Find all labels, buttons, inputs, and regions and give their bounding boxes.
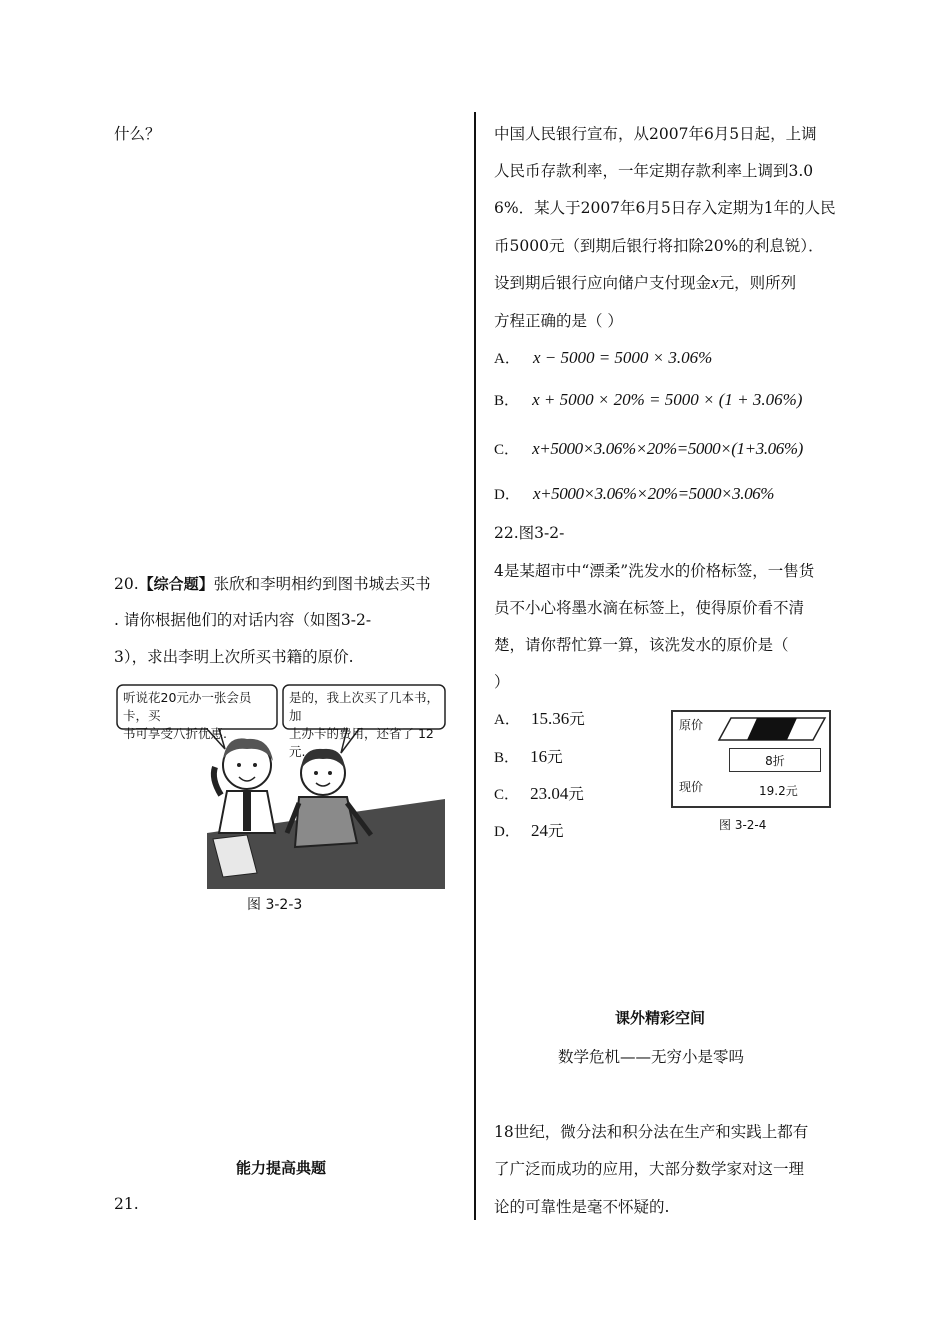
option-label: B． xyxy=(494,750,520,766)
option-label: C． xyxy=(494,787,520,803)
q21-line5-text: 设到期后银行应向储户支付现金 xyxy=(494,274,712,292)
option-expr: x − 5000 = 5000 × 3.06% xyxy=(532,348,713,367)
q22-line1: 22.图3-2- xyxy=(494,524,565,542)
extra-section-subtitle: 数学危机——无穷小是零吗 xyxy=(558,1048,745,1066)
q20-line1 xyxy=(114,572,431,594)
option-label: A． xyxy=(494,351,520,367)
figure-3-2-3-caption: 图 3-2-3 xyxy=(247,897,303,913)
figure-3-2-4-caption: 图 3-2-4 xyxy=(719,818,767,832)
option-expr: x + 5000 × 20% = 5000 × (1 + 3.06%) xyxy=(532,390,803,409)
bubble-right-line1: 是的，我上次买了几本书，加 xyxy=(289,690,440,723)
option-label: A． xyxy=(494,712,520,728)
q20-tag: 【综合题】 xyxy=(138,575,214,593)
q21-line3: 6%．某人于2007年6月5日存入定期为1年的人民 xyxy=(494,199,836,217)
q21-line2: 人民币存款利率，一年定期存款利率上调到3.0 xyxy=(494,162,814,180)
q21-option-a xyxy=(494,347,712,368)
q21-option-b xyxy=(494,389,802,410)
q21-line5 xyxy=(494,271,796,293)
q22-line3: 员不小心将墨水滴在标签上，使得原价看不清 xyxy=(494,599,805,617)
price-tag xyxy=(671,710,831,808)
ink-blot-icon xyxy=(717,716,827,742)
current-price-value: 19.2元 xyxy=(759,784,798,798)
bubble-right-line2: 上办卡的费用，还省了 12元. xyxy=(289,726,434,759)
discount-text: 8折 xyxy=(765,754,785,768)
q22-line4: 楚，请你帮忙算一算，该洗发水的原价是（ xyxy=(494,636,789,654)
original-price-label: 原价 xyxy=(679,718,704,732)
q21-line4: 币5000元（到期后银行将扣除20%的利息锐）． xyxy=(494,237,824,255)
q21-line5-tail: 元，则所列 xyxy=(718,274,797,292)
q22-option-a xyxy=(494,707,585,729)
q21-number: 21. xyxy=(114,1195,139,1213)
extra-line2: 了广泛而成功的应用，大部分数学家对这一理 xyxy=(494,1160,805,1178)
option-label: D． xyxy=(494,824,520,840)
option-value: 24 xyxy=(530,821,548,840)
bubble-left xyxy=(123,689,273,743)
q22-option-b xyxy=(494,745,563,767)
q21-line1: 中国人民银行宣布，从2007年6月5日起，上调 xyxy=(494,125,817,143)
option-label: D． xyxy=(494,487,520,503)
q20-number: 20. xyxy=(114,575,139,593)
option-value: 23.04 xyxy=(530,784,569,803)
extra-line3: 论的可靠性是毫不怀疑的. xyxy=(494,1198,670,1216)
q21-line6: 方程正确的是（ ） xyxy=(494,312,623,330)
option-value: 15.36 xyxy=(530,709,570,728)
q22-option-c xyxy=(494,782,584,804)
bubble-left-line2: 书可享受八折优惠. xyxy=(123,726,227,741)
q20-line1-text: 张欣和李明相约到图书城去买书 xyxy=(213,575,431,593)
option-expr: x+5000×3.06%×20%=5000×3.06% xyxy=(532,484,775,503)
option-unit: 元 xyxy=(569,710,585,728)
q22-line2: 4是某超市中“漂柔”洗发水的价格标签，一售货 xyxy=(494,562,815,580)
q22-line5: ） xyxy=(494,673,510,691)
q21-option-d xyxy=(494,483,774,504)
bubble-right xyxy=(289,689,443,761)
discount-box xyxy=(729,748,821,772)
q20-line3: 3），求出李明上次所买书籍的原价. xyxy=(114,648,354,666)
q20-line2: . 请你根据他们的对话内容（如图3-2- xyxy=(114,611,372,629)
option-unit: 元 xyxy=(547,748,563,766)
variable-x: x xyxy=(711,273,719,292)
q22-option-d xyxy=(494,819,563,841)
extra-section-title: 课外精彩空间 xyxy=(615,1009,706,1027)
option-unit: 元 xyxy=(568,785,584,803)
option-unit: 元 xyxy=(547,822,564,840)
section-title: 能力提高典题 xyxy=(236,1159,327,1177)
q21-option-c xyxy=(494,438,803,459)
option-label: B． xyxy=(494,393,520,409)
continuation-text: 什么？ xyxy=(114,125,161,143)
bubble-left-line1: 听说花20元办一张会员卡，买 xyxy=(123,690,252,723)
figure-3-2-3 xyxy=(115,683,447,889)
current-price-label: 现价 xyxy=(679,780,704,794)
option-expr: x+5000×3.06%×20%=5000×(1+3.06%) xyxy=(532,439,803,458)
column-divider xyxy=(474,112,476,1220)
option-label: C． xyxy=(494,442,520,458)
option-value: 16 xyxy=(530,747,548,766)
extra-line1: 18世纪，微分法和积分法在生产和实践上都有 xyxy=(494,1123,809,1141)
